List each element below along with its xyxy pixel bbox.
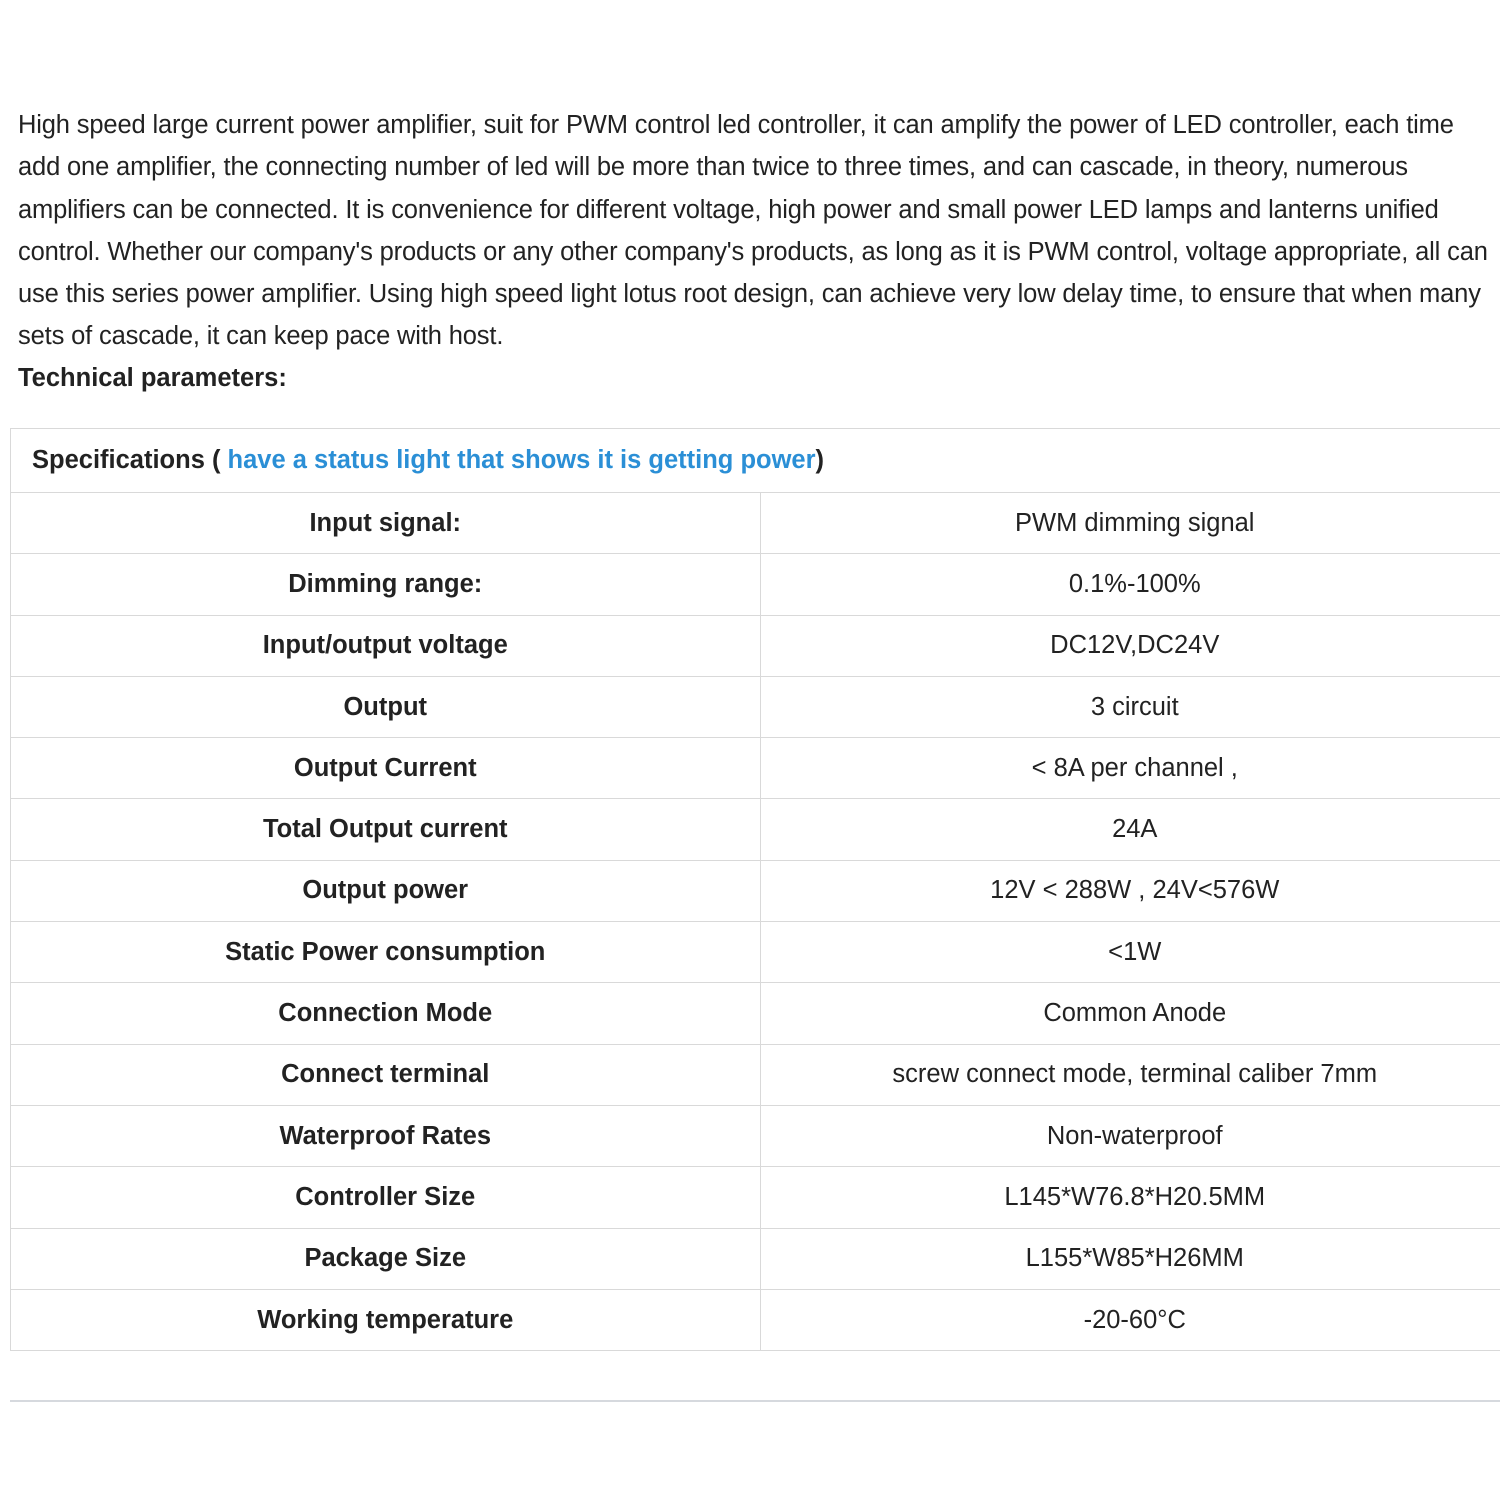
spec-row-connection-mode <box>11 983 1500 1044</box>
spec-row-static-power-consumption <box>11 922 1500 983</box>
spec-value: 24A <box>760 799 1500 860</box>
spec-row-total-output-current <box>11 799 1500 860</box>
specifications-table <box>10 428 1500 1351</box>
product-description: High speed large current power amplifier, suit for PWM control led controller, it can amplify the power of LED controller, each time add one amplifier, the connecting number of led will be more than twice to three times, and can cascade, in theory, numerous amplifiers can be connected. It is convenience for different voltage, high power and small power LED lamps and lanterns unified control. Whether our company's products or any other company's products, as long as it is PWM control, voltage appropriate, all can use this series power amplifier. Using high speed light lotus root design, can achieve very low delay time, to ensure that when many sets of cascade, it can keep pace with host. <box>18 111 1488 351</box>
spec-value: Non-waterproof <box>760 1105 1500 1166</box>
spec-label: Input/output voltage <box>11 615 761 676</box>
spec-row-output <box>11 676 1500 737</box>
spec-label: Connection Mode <box>11 983 761 1044</box>
spec-label: Input signal: <box>11 493 761 554</box>
spec-row-working-temperature <box>11 1289 1500 1350</box>
spec-row-dimming-range <box>11 554 1500 615</box>
spec-row-output-current <box>11 738 1500 799</box>
spec-value: DC12V,DC24V <box>760 615 1500 676</box>
spec-label: Controller Size <box>11 1167 761 1228</box>
spec-label: Package Size <box>11 1228 761 1289</box>
spec-label: Working temperature <box>11 1289 761 1350</box>
spec-row-controller-size <box>11 1167 1500 1228</box>
spec-row-output-power <box>11 860 1500 921</box>
spec-row-package-size <box>11 1228 1500 1289</box>
spec-label: Total Output current <box>11 799 761 860</box>
spec-value: L155*W85*H26MM <box>760 1228 1500 1289</box>
spec-label: Connect terminal <box>11 1044 761 1105</box>
spec-value: 3 circuit <box>760 676 1500 737</box>
specifications-caption-row <box>11 429 1500 493</box>
spec-label: Dimming range: <box>11 554 761 615</box>
spec-label: Waterproof Rates <box>11 1105 761 1166</box>
spec-value: Common Anode <box>760 983 1500 1044</box>
spec-value: < 8A per channel , <box>760 738 1500 799</box>
spec-label: Output <box>11 676 761 737</box>
spec-row-connect-terminal <box>11 1044 1500 1105</box>
spec-value: PWM dimming signal <box>760 493 1500 554</box>
spec-row-waterproof-rates <box>11 1105 1500 1166</box>
spec-value: -20-60°C <box>760 1289 1500 1350</box>
specifications-caption <box>11 429 1500 493</box>
spec-row-input-signal <box>11 493 1500 554</box>
spec-label: Static Power consumption <box>11 922 761 983</box>
spec-value: L145*W76.8*H20.5MM <box>760 1167 1500 1228</box>
specifications-caption-suffix: ) <box>815 446 825 474</box>
spec-label: Output power <box>11 860 761 921</box>
status-light-link[interactable]: have a status light that shows it is getting power <box>227 446 816 474</box>
spec-row-input-output-voltage <box>11 615 1500 676</box>
spec-value: 12V < 288W , 24V<576W <box>760 860 1500 921</box>
spec-label: Output Current <box>11 738 761 799</box>
spec-value: screw connect mode, terminal caliber 7mm <box>760 1044 1500 1105</box>
bottom-divider <box>10 1400 1500 1402</box>
technical-parameters-heading: Technical parameters: <box>18 364 287 392</box>
specifications-caption-prefix: Specifications ( <box>32 446 228 474</box>
spec-value: 0.1%-100% <box>760 554 1500 615</box>
spec-value: <1W <box>760 922 1500 983</box>
